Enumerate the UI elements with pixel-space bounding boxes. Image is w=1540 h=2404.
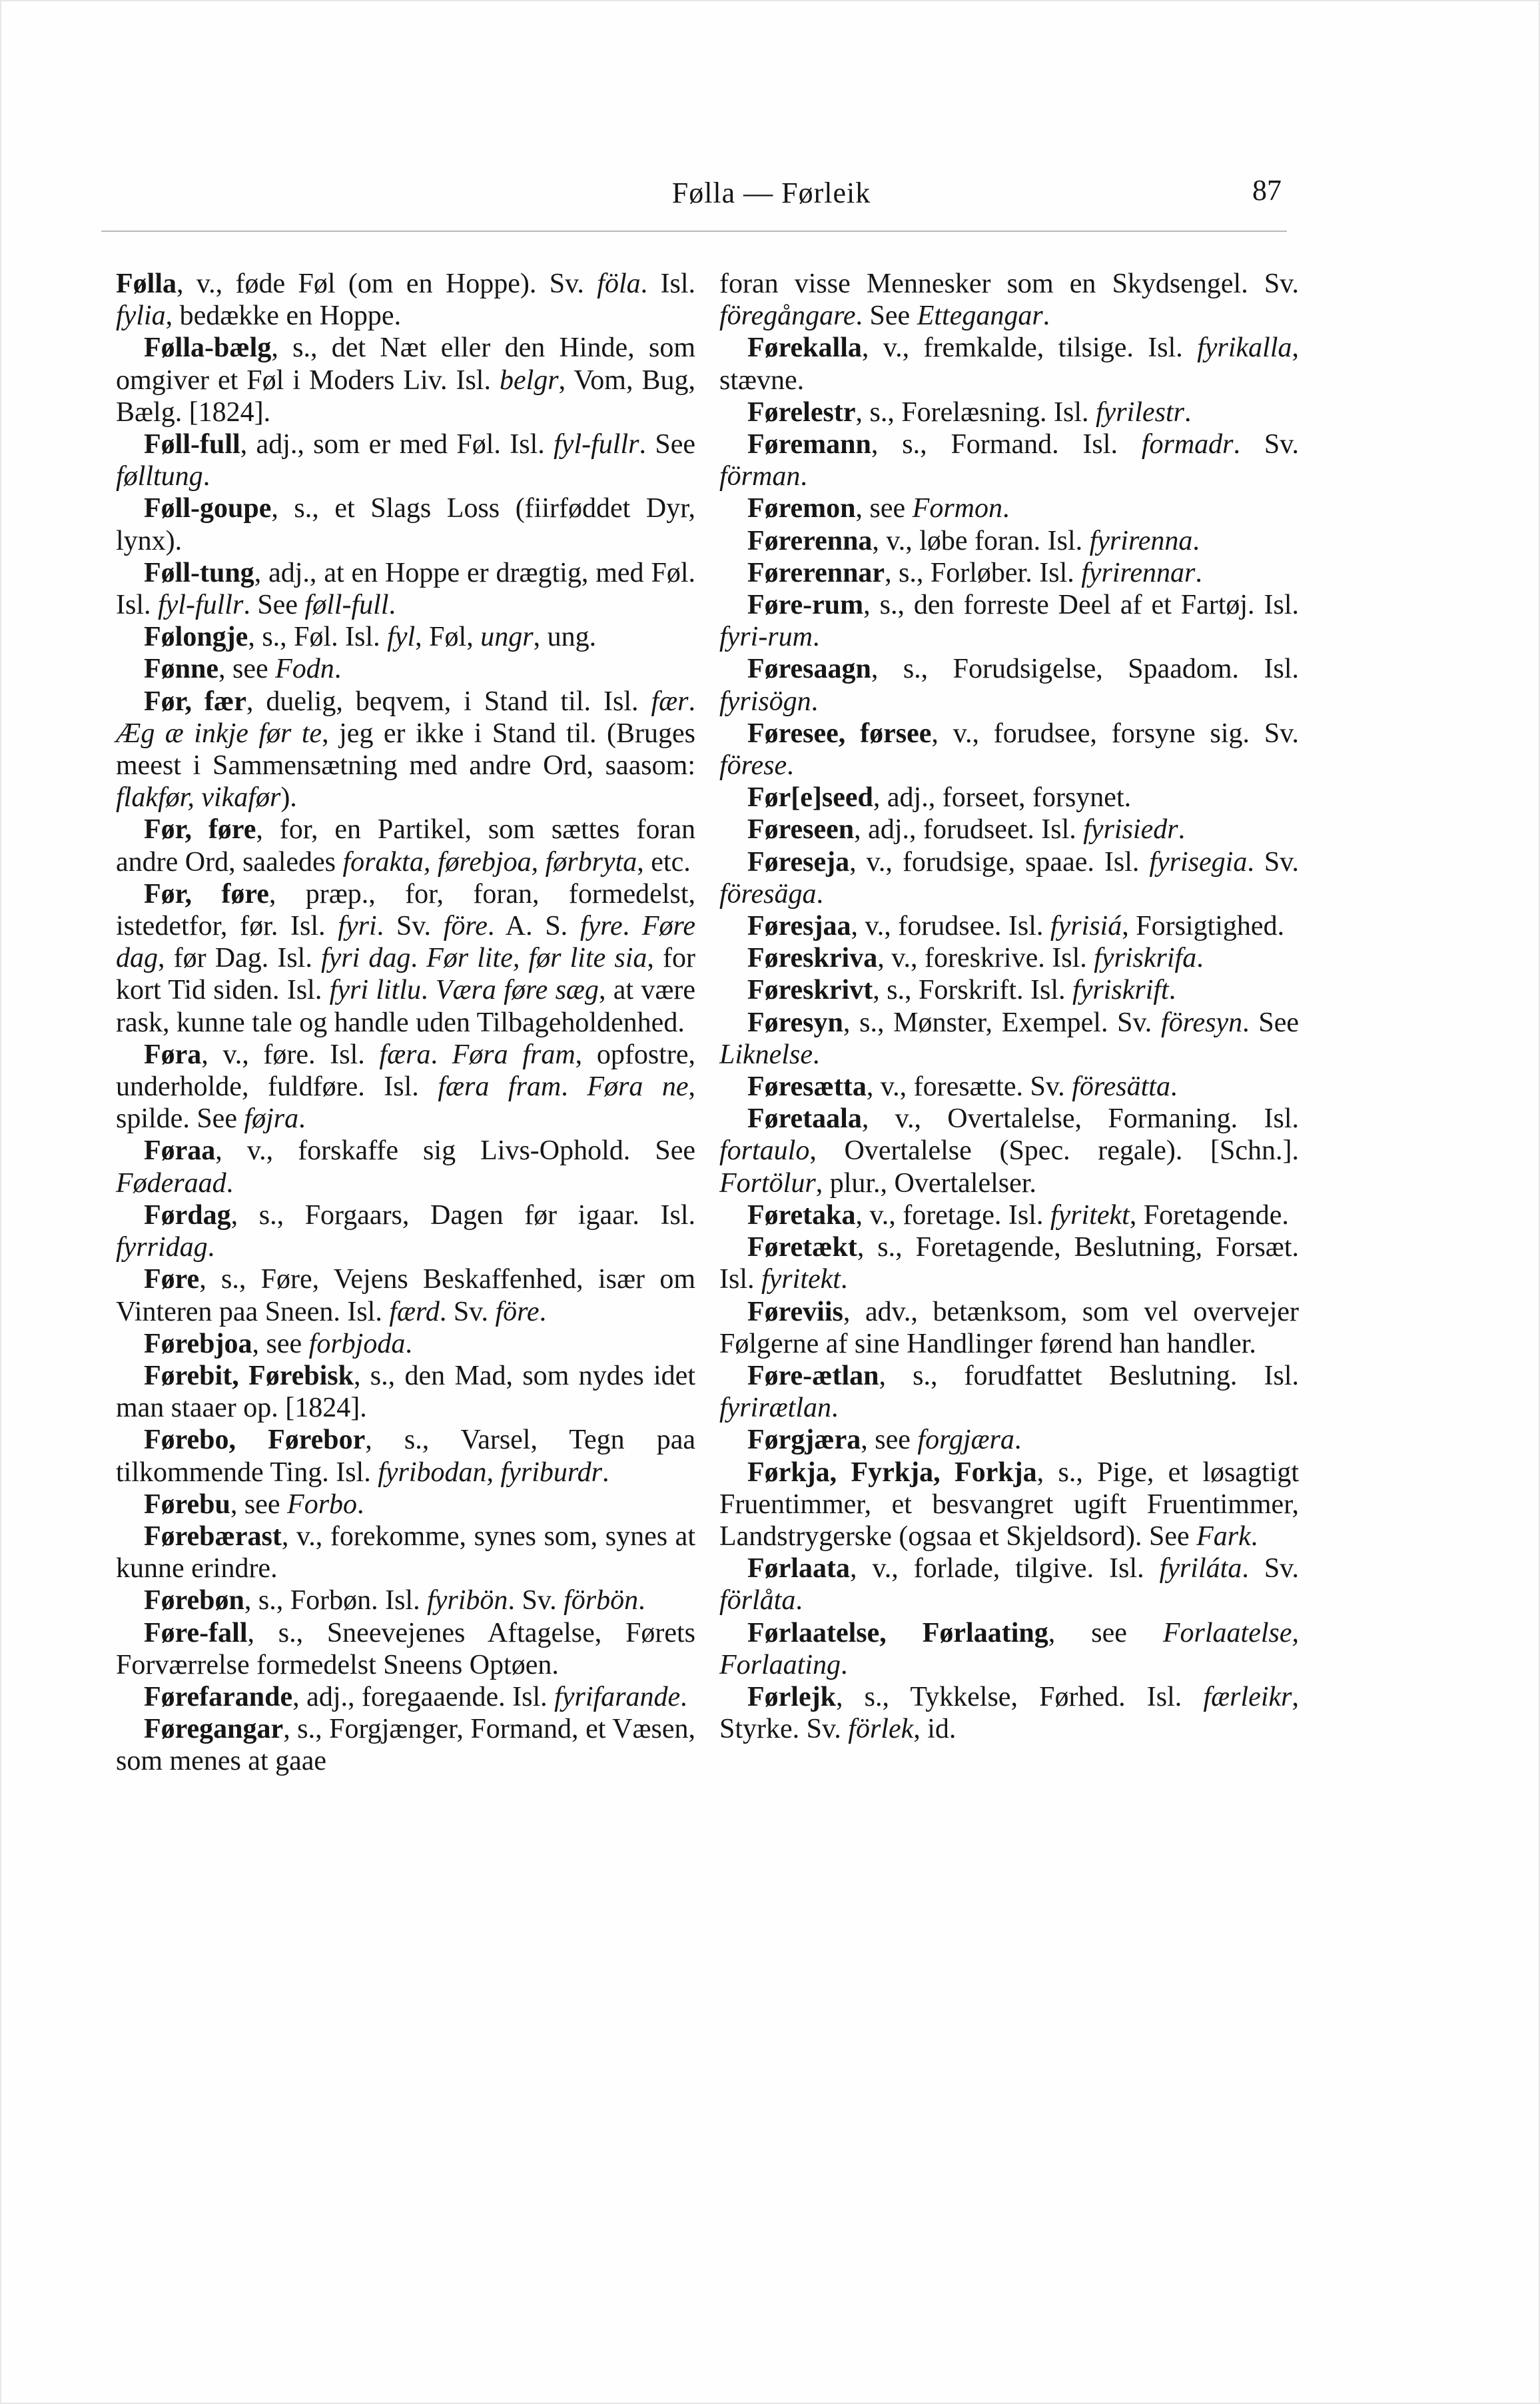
italic-term: føll-full <box>304 590 389 621</box>
entry-text: , v., foreskrive. Isl. <box>877 943 1094 974</box>
entry-text: . <box>410 943 427 974</box>
entry-text: , duelig, beqvem, i Stand til. Isl. <box>246 686 651 717</box>
entry-text: , bedække en Hoppe. <box>165 300 402 332</box>
entry-text: , s., Foretagende, Beslutning, Forsæt. Isl. <box>719 1232 1299 1295</box>
headword: Førerenna <box>747 525 873 556</box>
italic-term: flakfør, vikafør <box>116 782 281 814</box>
italic-term: Fark <box>1196 1520 1251 1552</box>
entry-text: , v., foresætte. Sv. <box>866 1071 1072 1103</box>
headword: Føre-ætlan <box>747 1360 879 1391</box>
entry-text: . <box>787 750 794 782</box>
dictionary-entry <box>116 1424 695 1488</box>
entry-text: . <box>430 1039 452 1070</box>
dictionary-entry <box>719 1457 1299 1553</box>
entry-text: . <box>1042 300 1050 332</box>
dictionary-entry <box>719 428 1299 492</box>
dictionary-entry <box>116 1584 695 1616</box>
italic-term: forakta, førebjoa, førbryta <box>342 846 637 878</box>
headword: Førebo, Førebor <box>144 1425 366 1456</box>
entry-text: . <box>1178 814 1186 846</box>
italic-term: Væra føre sæg <box>435 975 599 1006</box>
headword: Føresee, førsee <box>747 718 932 749</box>
entry-text: , s., Forskrift. Isl. <box>873 975 1073 1006</box>
entry-text: , s., Tykkelse, Førhed. Isl. <box>835 1681 1204 1712</box>
headword: Førdag <box>144 1199 231 1231</box>
entry-text: , v., forudsige, spaae. Isl. <box>849 846 1150 878</box>
dictionary-entry <box>116 492 695 556</box>
entry-text: , see <box>252 1328 309 1359</box>
entry-text: , v., forudsee, forsyne sig. Sv. <box>931 718 1299 749</box>
entry-text: , v., føre. Isl. <box>201 1039 380 1070</box>
headword: Før, føre <box>144 878 269 909</box>
headword: Førefarande <box>144 1681 293 1712</box>
entry-text: . See <box>243 590 305 621</box>
entry-text: , v., forlade, tilgive. Isl. <box>849 1553 1160 1584</box>
headword: Føll-tung <box>144 557 254 588</box>
entry-text: . <box>622 911 642 942</box>
entry-text: , see <box>855 493 913 524</box>
italic-term: före <box>495 1296 540 1327</box>
dictionary-entry <box>116 1489 695 1520</box>
dictionary-entry <box>116 557 695 621</box>
italic-term: Formon <box>912 493 1003 524</box>
entry-text: , v., foretage. Isl. <box>855 1199 1050 1231</box>
entry-text: , ung. <box>533 622 597 653</box>
headword: Føresætta <box>747 1071 867 1103</box>
entry-text: , spilde. See <box>116 1071 695 1135</box>
dictionary-entry <box>719 1552 1299 1616</box>
entry-text: . <box>421 975 436 1006</box>
headword: Føre <box>144 1264 200 1295</box>
entry-text: , for, en Partikel, som sættes foran andre Ord, saaledes <box>116 814 695 878</box>
headword: Føreviis <box>747 1296 843 1327</box>
italic-term: fyri <box>338 911 377 942</box>
dictionary-entry <box>116 1328 695 1360</box>
entry-text: ). <box>280 782 297 814</box>
headword: Føretaala <box>747 1103 862 1135</box>
italic-term: fortaulo <box>719 1135 810 1167</box>
dictionary-entry <box>719 492 1299 524</box>
entry-text: , s., Forbøn. Isl. <box>244 1585 428 1616</box>
entry-text: . <box>388 590 396 621</box>
headword: Førkja, Fyrkja, Forkja <box>747 1457 1037 1488</box>
headword: Førlaatelse, Førlaating <box>747 1617 1048 1648</box>
headword: Føretaka <box>747 1199 856 1231</box>
italic-term: fyri dag <box>320 943 411 974</box>
dictionary-entry <box>719 718 1299 782</box>
headword: Førebærast <box>144 1520 282 1552</box>
headword: Førebit, Førebisk <box>144 1360 354 1391</box>
entry-text: . See <box>855 300 917 332</box>
italic-term: færd <box>389 1296 440 1327</box>
entry-text: , plur., Overtalelser. <box>815 1167 1036 1199</box>
dictionary-entry <box>116 878 695 1039</box>
entry-text: . Sv. <box>1233 429 1299 460</box>
headword: Føreseen <box>747 814 855 846</box>
entry-text: , s., Varsel, Tegn paa tilkommende Ting. Isl. <box>116 1425 696 1488</box>
entry-text: , s., Mønster, Exempel. Sv. <box>843 1007 1162 1038</box>
entry-text: . Sv. <box>439 1296 496 1327</box>
dictionary-entry <box>116 268 695 332</box>
dictionary-entry <box>719 1617 1299 1681</box>
italic-term: fyri litlu <box>329 975 421 1006</box>
headword: Før, fær <box>144 686 246 717</box>
italic-term: fylia <box>116 300 166 332</box>
entry-text: , Foretagende. <box>1129 1199 1289 1231</box>
italic-term: forbjoda <box>308 1328 406 1359</box>
entry-text: . <box>602 1457 609 1488</box>
headword: Føretækt <box>747 1232 857 1263</box>
dictionary-entry <box>719 396 1299 428</box>
headword: Følla-bælg <box>144 332 272 364</box>
italic-term: fyrridag <box>116 1232 208 1263</box>
italic-term: fyritekt <box>1050 1199 1130 1231</box>
entry-text: , see <box>218 654 276 685</box>
italic-term: fyrifarande <box>554 1681 681 1712</box>
entry-text: , v., forekomme, synes som, synes at kunne erindre. <box>116 1520 695 1584</box>
italic-term: Føra ne <box>587 1071 689 1103</box>
entry-text: , s., Føl. Isl. <box>248 622 388 653</box>
entry-text: , s., Forudsigelse, Spaadom. Isl. <box>871 654 1299 685</box>
italic-term: fyrisiedr <box>1083 814 1178 846</box>
entry-text: , v., Overtalelse, Formaning. Isl. <box>861 1103 1299 1135</box>
dictionary-entry <box>116 653 695 685</box>
entry-text: . <box>1168 975 1176 1006</box>
italic-term: föresyn <box>1161 1007 1243 1038</box>
entry-text: . <box>813 622 820 653</box>
italic-term: færleikr <box>1203 1681 1292 1712</box>
italic-term: fyribön <box>427 1585 508 1616</box>
dictionary-entry <box>116 1039 695 1135</box>
italic-term: fyrikalla <box>1197 332 1292 364</box>
page-number: 87 <box>1252 174 1282 207</box>
headword: Føreskrivt <box>747 975 873 1006</box>
italic-term: förman <box>719 461 801 492</box>
entry-text: , adj., foregaaende. Isl. <box>292 1681 555 1712</box>
entry-text: , s., det Næt eller den Hinde, som omgiver et Føl i Moders Liv. Isl. <box>116 332 695 396</box>
headword: Føre-fall <box>144 1617 248 1648</box>
italic-term: Føra fram <box>452 1039 576 1070</box>
entry-text: , præp., for, foran, formedelst, istedetfor, før. Isl. <box>116 878 695 942</box>
dictionary-entry <box>116 332 695 428</box>
dictionary-entry <box>719 525 1299 557</box>
entry-text: , see <box>230 1489 288 1520</box>
italic-term: förlåta <box>719 1585 796 1616</box>
entry-text: , s., Forgaars, Dagen før igaar. Isl. <box>230 1199 695 1231</box>
italic-term: følltung <box>116 461 203 492</box>
entry-text: , Vom, Bug, Bælg. [1824]. <box>116 364 696 428</box>
headword: Følongje <box>144 622 248 653</box>
dictionary-entry <box>116 814 695 878</box>
dictionary-entry <box>719 1424 1299 1456</box>
italic-term: føjra <box>244 1103 299 1135</box>
entry-text: . <box>795 1585 803 1616</box>
dictionary-entry <box>116 428 695 492</box>
headword: Førebu <box>144 1489 230 1520</box>
dictionary-entry <box>719 1360 1299 1424</box>
entry-text: , s., et Slags Loss (fiirføddet Dyr, lynx). <box>116 493 695 556</box>
italic-term: fyrisögn <box>719 686 811 717</box>
dictionary-entry <box>116 686 695 814</box>
dictionary-entry <box>719 1103 1299 1199</box>
italic-term: forgjæra <box>917 1425 1014 1456</box>
italic-term: föregångare <box>719 300 856 332</box>
headword: Førekalla <box>747 332 862 364</box>
entry-text: . <box>1196 943 1204 974</box>
entry-text: , adj., forudseet. Isl. <box>854 814 1084 846</box>
italic-term: Liknelse <box>719 1039 813 1070</box>
italic-term: belgr <box>499 364 559 396</box>
dictionary-entry <box>719 1681 1299 1745</box>
italic-term: fyribodan, fyriburdr <box>378 1457 602 1488</box>
entry-text: . <box>226 1167 234 1199</box>
entry-text: . Isl. <box>640 269 695 299</box>
dictionary-entry <box>719 1296 1299 1360</box>
italic-term: Fodn <box>275 654 334 685</box>
entry-text: . Sv. <box>508 1585 564 1616</box>
entry-text: , v., føde Føl (om en Hoppe). Sv. <box>177 269 597 299</box>
entry-text: , adj., som er med Føl. Isl. <box>240 429 554 460</box>
italic-term: föla <box>597 269 641 299</box>
entry-text: , s., Formand. Isl. <box>871 429 1142 460</box>
entry-text: . See <box>1242 1007 1299 1038</box>
entry-text: . <box>840 1264 848 1295</box>
entry-text: . <box>680 1681 687 1712</box>
entry-text: , s., den Mad, som nydes idet man staaer op. [1824]. <box>116 1360 695 1424</box>
headword: Føll-goupe <box>144 493 272 524</box>
italic-term: fyrisiá <box>1050 911 1122 942</box>
italic-term: Æg æ inkje før te <box>116 718 322 749</box>
entry-text: . <box>800 461 807 492</box>
italic-term: Fortölur <box>719 1167 816 1199</box>
entry-text: . <box>1014 1425 1022 1456</box>
entry-text: , s., Forgjænger, Formand, et Væsen, som menes at gaae <box>116 1714 695 1777</box>
italic-term: Ettegangar <box>917 300 1043 332</box>
italic-term: Forbo <box>287 1489 358 1520</box>
dictionary-entry <box>116 1135 695 1199</box>
headword: Førlaata <box>747 1553 850 1584</box>
entry-text: , s., Forelæsning. Isl. <box>855 396 1096 428</box>
dictionary-entry <box>116 1199 695 1263</box>
headword: Føreseja <box>747 846 850 878</box>
italic-term: fyl <box>387 622 416 653</box>
dictionary-entry <box>116 1617 695 1681</box>
entry-text: , s., forudfattet Beslutning. Isl. <box>879 1360 1299 1391</box>
headword: Føremann <box>747 429 871 460</box>
entry-text: , v., fremkalde, tilsige. Isl. <box>861 332 1198 364</box>
headword: Føra <box>144 1039 202 1070</box>
entry-text: . <box>539 1296 547 1327</box>
headword: Førebøn <box>144 1585 244 1616</box>
entry-text: . <box>812 1039 820 1070</box>
entry-text: , s., den forreste Deel af et Fartøj. Isl. <box>863 590 1299 621</box>
italic-term: förese <box>719 750 787 782</box>
italic-term: fyriskrifa <box>1094 943 1197 974</box>
entry-text: . <box>811 686 819 717</box>
entry-text: , s., Føre, Vejens Beskaffenhed, især om Vinteren paa Sneen. Isl. <box>116 1264 695 1327</box>
dictionary-entry <box>719 268 1299 332</box>
headword: Førelestr <box>747 396 856 428</box>
italic-term: Føderaad <box>116 1167 226 1199</box>
dictionary-entry <box>719 846 1299 910</box>
italic-term: fyrilestr <box>1096 396 1184 428</box>
headword: Føresaagn <box>747 654 871 685</box>
italic-term: færa fram <box>438 1071 562 1103</box>
dictionary-entry <box>116 1520 695 1584</box>
entry-text: , stævne. <box>719 332 1299 396</box>
dictionary-entry <box>719 1199 1299 1231</box>
entry-text: . <box>816 878 823 909</box>
italic-term: förbön <box>564 1585 639 1616</box>
dictionary-entry <box>116 621 695 653</box>
entry-text: , adv., betænksom, som vel overvejer Følgerne af sine Handlinger førend han handler. <box>719 1296 1299 1359</box>
italic-term: fyrirætlan <box>719 1393 832 1424</box>
entry-text: . <box>1170 1071 1178 1103</box>
entry-text: . <box>357 1489 364 1520</box>
headword: Føresyn <box>747 1007 843 1038</box>
entry-text: , id. <box>913 1714 957 1745</box>
entry-text: , etc. <box>637 846 691 878</box>
dictionary-entry <box>719 332 1299 396</box>
headword: Føresjaa <box>747 911 851 942</box>
entry-text: . <box>1195 557 1202 588</box>
dictionary-entry <box>719 1231 1299 1295</box>
entry-text: . Sv. <box>1242 1553 1299 1584</box>
dictionary-entry <box>719 974 1299 1006</box>
dictionary-entry <box>719 942 1299 974</box>
italic-term: fyritekt <box>761 1264 841 1295</box>
entry-text: . <box>1192 525 1200 556</box>
italic-term: fyre <box>579 911 623 942</box>
entry-text: . <box>831 1393 839 1424</box>
dictionary-entry <box>116 1263 695 1327</box>
italic-term: formadr <box>1141 429 1234 460</box>
entry-text: . <box>207 1232 215 1263</box>
entry-text: , opfostre, underholde, fuldføre. Isl. <box>116 1039 695 1103</box>
italic-term: fyl-fullr <box>554 429 639 460</box>
entry-text: , v., forudsee. Isl. <box>851 911 1050 942</box>
entry-text: . <box>841 1649 848 1680</box>
italic-term: fyriskrift <box>1072 975 1169 1006</box>
italic-term: fyri-rum <box>719 622 813 653</box>
entry-text: , jeg er ikke i Stand til. (Bruges meest i Sammensætning med andre Ord, saasom: <box>116 718 695 782</box>
right-column <box>719 268 1299 1745</box>
italic-term: fyriláta <box>1159 1553 1242 1584</box>
entry-text: . <box>688 686 695 717</box>
header-rule <box>101 231 1287 232</box>
dictionary-entry <box>719 782 1299 814</box>
headword: Førgjæra <box>747 1425 861 1456</box>
italic-term: Forlaatelse, Forlaating <box>719 1617 1299 1680</box>
headword: Føre-rum <box>747 590 864 621</box>
dictionary-entry <box>719 653 1299 717</box>
entry-text: . Sv. <box>376 911 444 942</box>
dictionary-entry <box>719 589 1299 653</box>
italic-term: Før lite, før lite sia <box>426 943 647 974</box>
entry-text: , s., Forløber. Isl. <box>885 557 1082 588</box>
dictionary-entry <box>719 910 1299 942</box>
entry-text: , see <box>1048 1617 1163 1648</box>
headword: Førebjoa <box>144 1328 252 1359</box>
entry-text: foran visse Mennesker som en Skydsengel. Sv. <box>719 269 1299 299</box>
headword: Følla <box>116 269 177 299</box>
headword: Før, føre <box>144 814 256 846</box>
entry-text: . <box>334 654 342 685</box>
entry-text: , Styrke. Sv. <box>719 1681 1299 1745</box>
entry-text: , for kort Tid siden. Isl. <box>116 943 696 1006</box>
entry-text: , see <box>861 1425 918 1456</box>
italic-term: fyrisegia <box>1149 846 1248 878</box>
headword: Før[e]seed <box>747 782 873 814</box>
italic-term: Føre dag <box>116 911 695 974</box>
headword: Føraa <box>144 1135 216 1167</box>
entry-text: , s., Sneevejenes Aftagelse, Førets Forværrelse formedelst Sneens Optøen. <box>116 1617 695 1680</box>
entry-text: , at være rask, kunne tale og handle uden Tilbageholdenhed. <box>116 975 696 1038</box>
entry-text: . <box>202 461 210 492</box>
headword: Føll-full <box>144 429 240 460</box>
italic-term: förlek <box>848 1714 914 1745</box>
dictionary-entry <box>719 1071 1299 1103</box>
entry-text: , Overtalelse (Spec. regale). [Schn.]. <box>809 1135 1299 1167</box>
entry-text: . <box>298 1103 306 1135</box>
entry-text: . <box>1184 396 1192 428</box>
italic-term: fyl-fullr <box>158 590 244 621</box>
entry-text: . <box>1002 493 1010 524</box>
italic-term: ungr <box>480 622 534 653</box>
entry-text: . See <box>639 429 695 460</box>
headword: Føreskriva <box>747 943 878 974</box>
entry-text: , adj., forseet, forsynet. <box>873 782 1132 814</box>
entry-text: , før Dag. Isl. <box>158 943 321 974</box>
italic-term: föresäga <box>719 878 817 909</box>
headword: Føregangar <box>144 1714 284 1745</box>
italic-term: före <box>443 911 488 942</box>
entry-text: . <box>405 1328 412 1359</box>
running-head: Følla — Førleik <box>671 177 871 209</box>
entry-text: . A. S. <box>487 911 580 942</box>
dictionary-entry <box>116 1681 695 1713</box>
entry-text: . <box>561 1071 587 1103</box>
headword: Føremon <box>747 493 856 524</box>
entry-text: . <box>638 1585 645 1616</box>
left-column <box>116 268 695 1778</box>
entry-text: . Sv. <box>1247 846 1299 878</box>
dictionary-entry <box>116 1713 695 1777</box>
dictionary-entry <box>719 814 1299 846</box>
italic-term: föresätta <box>1072 1071 1170 1103</box>
entry-text: , Føl, <box>415 622 481 653</box>
entry-text: , s., Pige, et løsagtigt Fruentimmer, et besvangret ugift Fruentimmer, Landstrygerske (ogsaa et Skjeldsord). See <box>719 1457 1299 1552</box>
entry-text: , v., løbe foran. Isl. <box>872 525 1090 556</box>
entry-text: . <box>1250 1520 1258 1552</box>
dictionary-entry <box>116 1360 695 1424</box>
dictionary-entry <box>719 557 1299 589</box>
headword: Fønne <box>144 654 219 685</box>
entry-text: , v., forskaffe sig Livs-Ophold. See <box>215 1135 695 1167</box>
entry-text: , adj., at en Hoppe er drægtig, med Føl. Isl. <box>116 557 695 621</box>
italic-term: færa <box>379 1039 431 1070</box>
headword: Førerennar <box>747 557 885 588</box>
entry-text: , Forsigtighed. <box>1122 911 1285 942</box>
italic-term: fyrirennar <box>1081 557 1196 588</box>
italic-term: fyrirenna <box>1089 525 1193 556</box>
dictionary-entry <box>719 1007 1299 1071</box>
headword: Førlejk <box>747 1681 836 1712</box>
italic-term: fær <box>651 686 689 717</box>
